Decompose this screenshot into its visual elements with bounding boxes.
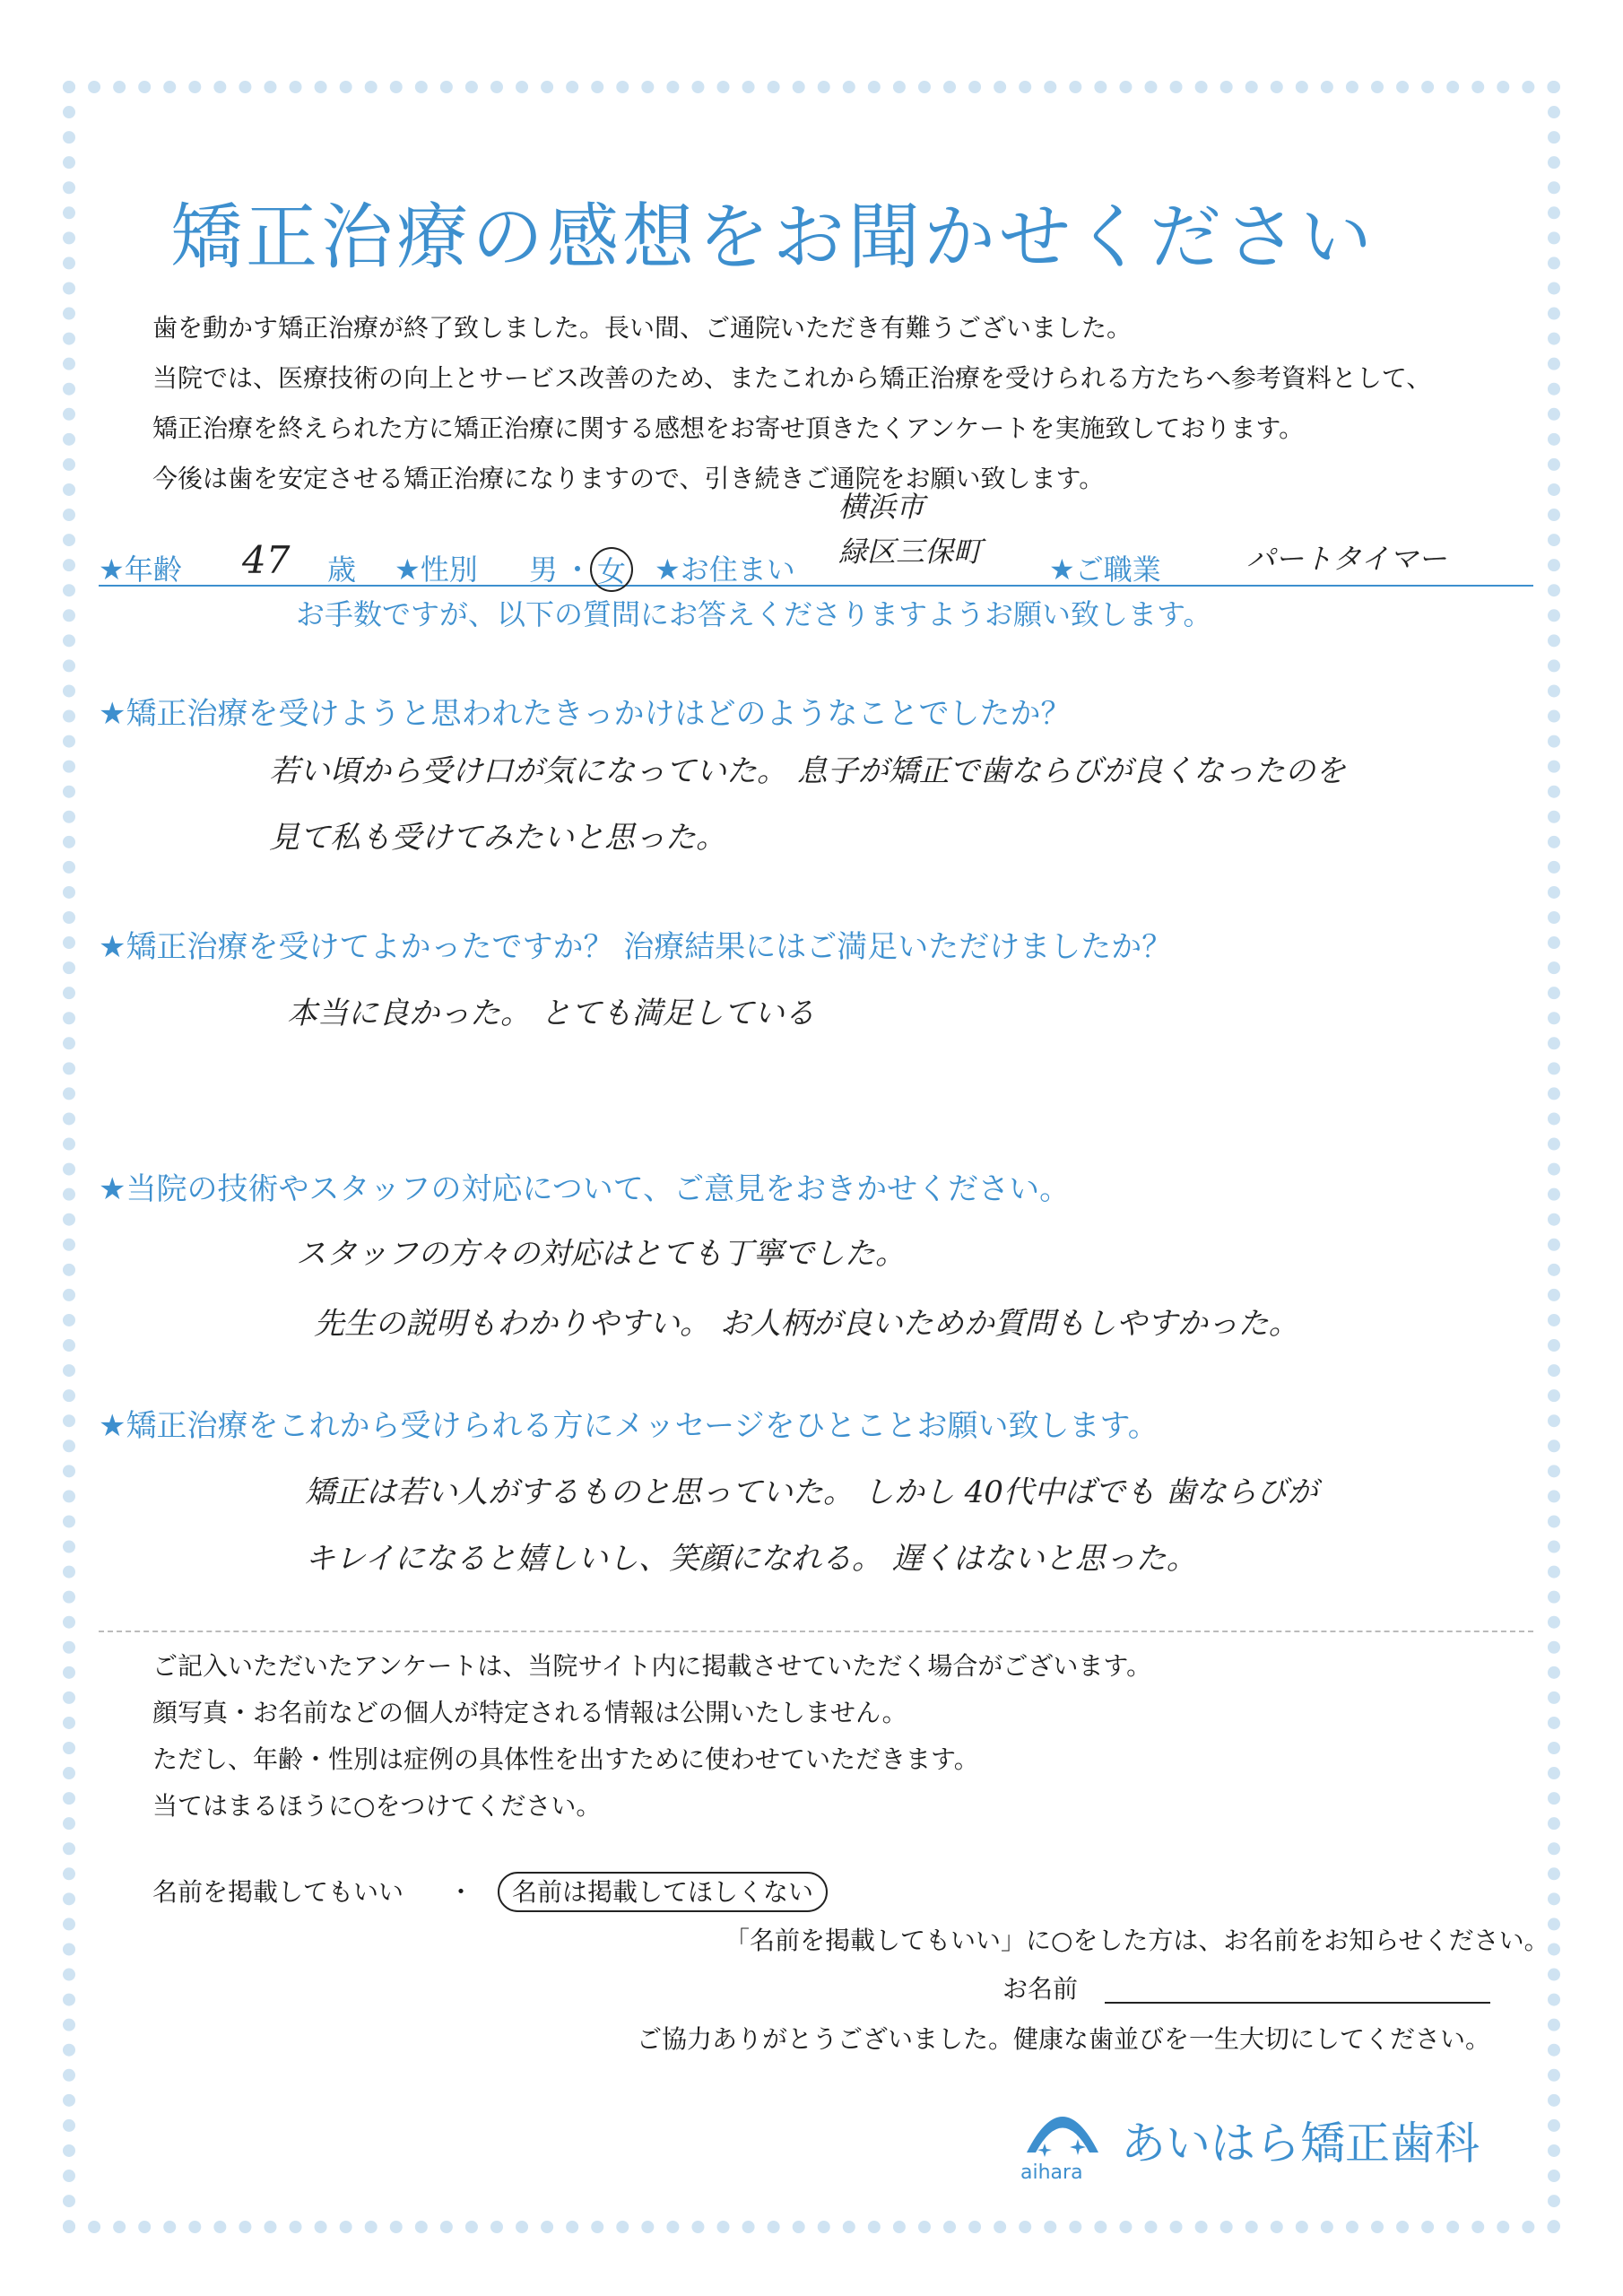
address-label: ★お住まい bbox=[655, 552, 795, 587]
page-title: 矯正治療の感想をお聞かせください bbox=[170, 196, 1376, 279]
answer-3-line-2: 先生の説明もわかりやすい。 お人柄が良いためか質問もしやすかった。 bbox=[314, 1306, 1299, 1342]
notice-line: ただし、年齢・性別は症例の具体性を出すために使わせていただきます。 bbox=[152, 1744, 979, 1774]
gender-male: 男 bbox=[529, 552, 559, 587]
choice-separator: ・ bbox=[448, 1877, 474, 1907]
age-label: ★年齢 bbox=[99, 552, 182, 587]
answer-2-line-1: 本当に良かった。 とても満足している bbox=[287, 996, 815, 1031]
instruction-subtitle: お手数ですが、以下の質問にお答えくださりますようお願い致します。 bbox=[296, 597, 1212, 631]
job-label: ★ご職業 bbox=[1049, 552, 1161, 587]
intro-text bbox=[152, 303, 1497, 504]
answer-1-line-2: 見て私も受けてみたいと思った。 bbox=[269, 820, 726, 856]
logo-clinic-name: あいはら矯正歯科 bbox=[1121, 2118, 1480, 2170]
question-3: ★当院の技術やスタッフの対応について、ご意見をおきかせください。 bbox=[99, 1171, 1071, 1207]
intro-line: 当院では、医療技術の向上とサービス改善のため、またこれから矯正治療を受けられる方たちへ参考資料として、 bbox=[152, 363, 1432, 393]
notice-line: 顔写真・お名前などの個人が特定される情報は公開いたしません。 bbox=[152, 1698, 907, 1727]
answer-3-line-1: スタッフの方々の対応はとても丁寧でした。 bbox=[296, 1236, 906, 1272]
address-town: 緑区三保町 bbox=[838, 535, 983, 569]
gender-female-circled: 女 bbox=[590, 547, 633, 592]
choice-name-hidden-circled: 名前は掲載してほしくない bbox=[498, 1872, 828, 1912]
question-1: ★矯正治療を受けようと思われたきっかけはどのようなことでしたか？ bbox=[99, 696, 1072, 732]
answer-4-line-1: 矯正は若い人がするものと思っていた。 しかし 40代中ばでも 歯ならびが bbox=[305, 1474, 1318, 1510]
thanks-message: ご協力ありがとうございました。健康な歯並びを一生大切にしてください。 bbox=[637, 2024, 1491, 2054]
address-city: 横浜市 bbox=[838, 490, 925, 524]
name-label: お名前 bbox=[1002, 1974, 1079, 2004]
question-4: ★矯正治療をこれから受けられる方にメッセージをひとことお願い致します。 bbox=[99, 1408, 1159, 1444]
divider bbox=[99, 1631, 1533, 1632]
question-2: ★矯正治療を受けてよかったですか？ 治療結果にはご満足いただけましたか？ bbox=[99, 929, 1173, 965]
answer-4-line-2: キレイになると嬉しいし、笑顔になれる。 遅くはないと思った。 bbox=[305, 1541, 1197, 1577]
job-value: パートタイマー bbox=[1246, 542, 1447, 576]
gender-label: ★性別 bbox=[395, 552, 478, 587]
intro-line: 矯正治療を終えられた方に矯正治療に関する感想をお寄せ頂きたくアンケートを実施致しております。 bbox=[152, 413, 1305, 443]
age-value: 47 bbox=[242, 538, 291, 582]
age-unit: 歳 bbox=[327, 552, 357, 587]
privacy-notice bbox=[152, 1643, 1151, 1830]
answer-1-line-1: 若い頃から受け口が気になっていた。 息子が矯正で歯ならびが良くなったのを bbox=[269, 753, 1346, 789]
gender-dot: ・ bbox=[563, 552, 593, 587]
logo-sub-text: aihara bbox=[1020, 2161, 1083, 2184]
name-note: 「名前を掲載してもいい」に○をした方は、お名前をお知らせください。 bbox=[725, 1926, 1549, 1955]
clinic-logo bbox=[1013, 2090, 1480, 2197]
intro-line: 今後は歯を安定させる矯正治療になりますので、引き続きご通院をお願い致します。 bbox=[152, 464, 1105, 493]
notice-line: 当てはまるほうに○をつけてください。 bbox=[152, 1791, 602, 1821]
notice-line: ご記入いただいたアンケートは、当院サイト内に掲載させていただく場合がございます。 bbox=[152, 1651, 1152, 1681]
name-blank-line bbox=[1105, 2002, 1490, 2004]
intro-line: 歯を動かす矯正治療が終了致しました。長い間、ご通院いただき有難うございました。 bbox=[152, 313, 1133, 343]
choice-name-publish: 名前を掲載してもいい bbox=[152, 1877, 404, 1907]
profile-row bbox=[99, 490, 1533, 588]
